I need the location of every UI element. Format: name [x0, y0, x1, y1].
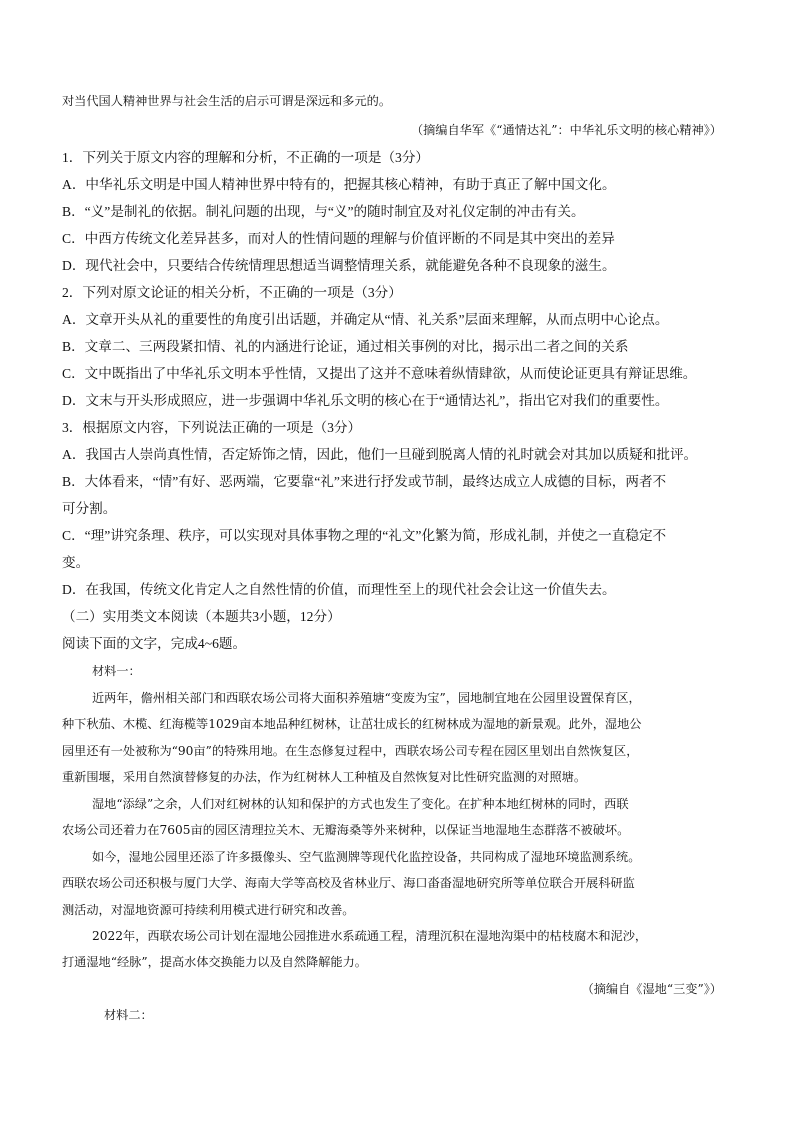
question-2-option-d: D．文末与开头形成照应，进一步强调中华礼乐文明的核心在于“通情达礼”，指出它对我们的重要性。 [62, 393, 669, 408]
material-1-p1-line2: 种下秋茄、木榄、红海榄等1029亩本地品种红树林，让茁壮成长的红树林成为湿地的新景观。此外，湿地公 [62, 717, 642, 731]
question-3-stem: 3．根据原文内容，下列说法正确的一项是（3分） [62, 420, 362, 435]
question-2-stem: 2．下列对原文论证的相关分析，不正确的一项是（3分） [62, 285, 402, 300]
question-1-stem: 1．下列关于原文内容的理解和分析，不正确的一项是（3分） [62, 150, 430, 165]
material-1-p1-line1: 近两年，儋州相关部门和西联农场公司将大面积养殖塘“变废为宝”，园地制宜地在公园里设置保育区， [92, 691, 641, 705]
question-1-option-d: D．现代社会中，只要结合传统情理思想适当调整情理关系，就能避免各种不良现象的滋生。 [62, 258, 616, 273]
material-1-p2-line2: 农场公司还着力在7605亩的园区清理拉关木、无瓣海桑等外来树种，以保证当地湿地生态群落不被破坏。 [62, 823, 630, 837]
question-3-option-b: B．大体看来，“情”有好、恶两端，它要靠“礼”来进行抒发或节制，最终达成立人成德的目标，两者不 [62, 474, 667, 489]
material-1-p1-line3: 园里还有一处被称为“90亩”的特殊用地。在生态修复过程中，西联农场公司专程在园区里划出自然恢复区， [62, 744, 639, 758]
question-2-option-a: A．文章开头从礼的重要性的角度引出话题，并确定从“情、礼关系”层面来理解，从而点明中心论点。 [62, 312, 669, 327]
question-1-option-c: C．中西方传统文化差异甚多，而对人的性情问题的理解与价值评断的不同是其中突出的差异 [62, 231, 615, 246]
material-1-p2-line1: 湿地“添绿”之余，人们对红树林的认知和保护的方式也发生了变化。在扩种本地红树林的同时，西联 [92, 797, 629, 811]
question-3-option-c: C．“理”讲究条理、秩序，可以实现对具体事物之理的“礼文”化繁为简，形成礼制，并使之一直稳定不 [62, 528, 667, 543]
question-1-option-a: A．中华礼乐文明是中国人精神世界中特有的，把握其核心精神，有助于真正了解中国文化。 [62, 177, 616, 192]
question-1-option-b: B．“义”是制礼的依据。制礼问题的出现，与“义”的随时制宜及对礼仪定制的冲击有关。 [62, 204, 585, 219]
question-2-option-b: B．文章二、三两段紧扣情、礼的内涵进行论证，通过相关事例的对比，揭示出二者之间的关系 [62, 339, 629, 354]
question-3-option-d: D．在我国，传统文化肯定人之自然性情的价值，而理性至上的现代社会会让这一价值失去。 [62, 582, 616, 597]
material-1-p3-line1: 如今，湿地公园里还添了许多摄像头、空气监测牌等现代化监控设备，共同构成了湿地环境监测系统。 [92, 850, 641, 864]
material-2-label: 材料二： [104, 1008, 153, 1022]
section-heading: （二）实用类文本阅读（本题共3小题，12分） [62, 609, 341, 624]
material-1-p1-line4: 重新围堰，采用自然演替修复的办法，作为红树林人工种植及自然恢复对比性研究监测的对照塘。 [62, 770, 587, 784]
question-3-option-b-cont: 可分割。 [62, 501, 117, 516]
material-1-source: （摘编自《湿地“三变”》） [581, 982, 722, 996]
passage1-source: （摘编自华军《“通情达礼”：中华礼乐文明的核心精神》） [410, 123, 722, 137]
instruction: 阅读下面的文字，完成4~6题。 [62, 636, 247, 651]
question-3-option-a: A．我国古人崇尚真性情，否定矫饰之情，因此，他们一旦碰到脱离人情的礼时就会对其加以质疑和批评。 [62, 447, 698, 462]
question-3-option-c-cont: 变。 [62, 555, 90, 570]
question-2-option-c: C．文中既指出了中华礼乐文明本乎性情，又提出了这并不意味着纵情肆欲，从而使论证更具有辩证思维。 [62, 366, 697, 381]
material-1-p3-line3: 测活动，对湿地资源可持续利用模式进行研究和改善。 [62, 903, 355, 917]
material-1-label: 材料一： [92, 664, 141, 678]
material-1-p4-line2: 打通湿地“经脉”，提高水体交换能力以及自然降解能力。 [62, 955, 367, 969]
passage1-tail: 对当代国人精神世界与社会生活的启示可谓是深远和多元的。 [62, 94, 392, 108]
material-1-p4-line1: 2022年，西联农场公司计划在湿地公园推进水系疏通工程，清理沉积在湿地沟渠中的枯枝腐木和泥沙， [92, 929, 648, 943]
material-1-p3-line2: 西联农场公司还积极与厦门大学、海南大学等高校及省林业厅、海口畓畓湿地研究所等单位联合开展科研监 [62, 876, 635, 890]
